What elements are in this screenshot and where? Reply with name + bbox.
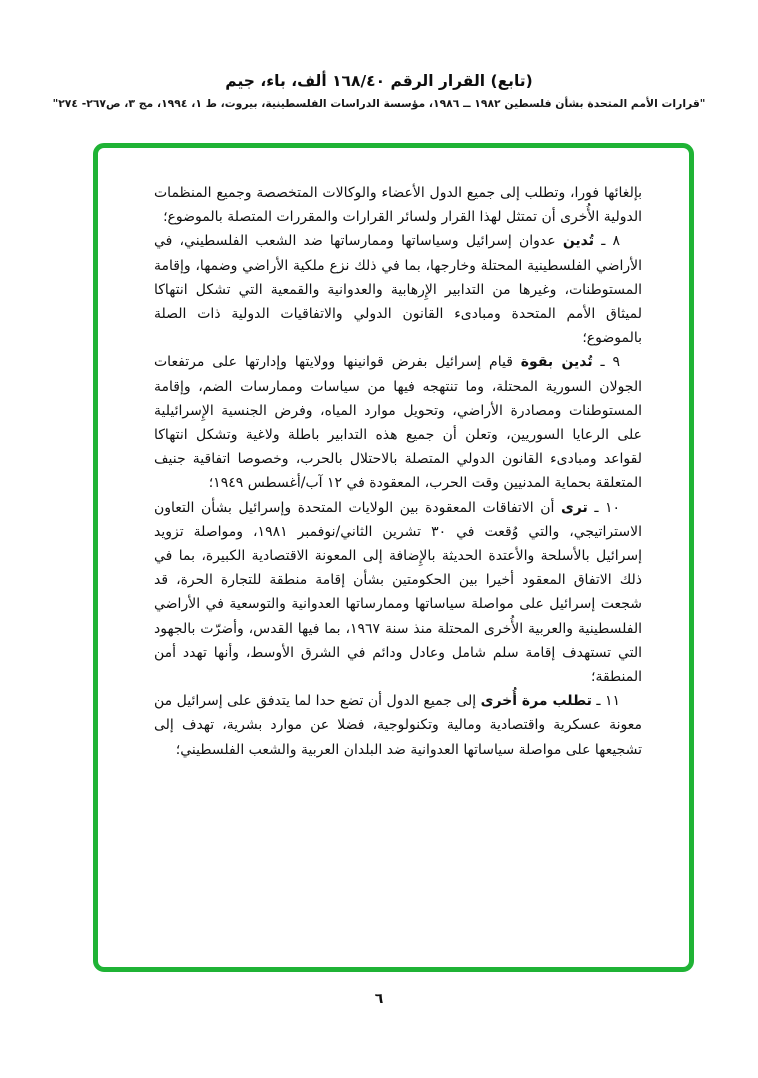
paragraph-10 <box>154 496 642 690</box>
page-number: ٦ <box>374 991 384 1007</box>
paragraph-9 <box>154 350 642 495</box>
source-citation: "قرارات الأمم المتحدة بشأن فلسطين ١٩٨٢ ــ ١٩٨٦، مؤسسة الدراسات الفلسطينية، بيروت، ط ١، ١٩٩٤، مج ٣، ص٢٦٧- ٢٧٤" <box>52 97 706 110</box>
paragraph-11 <box>154 689 642 762</box>
paragraph-body: عدوان إسرائيل وسياساتها وممارساتها ضد الشعب الفلسطيني، في الأراضي الفلسطينية المحتلة وخارجها، بما في ذلك نزع ملكية الأراضي وضمها، وإقامة المستوطنات، وغيرها من التدابير الإِرهابية والعدوانية والقمعية التي تشكل انتهاكا لميثاق الأمم المتحدة ومبادىء القانون الدولي والاتفاقيات الدولية ذات الصلة بالموضوع؛ <box>154 233 642 347</box>
paragraph-lead: تُدين بقوة <box>520 354 593 371</box>
paragraph-number: ١٠ ـ <box>594 499 621 516</box>
paragraph-lead: تطلب مرة أُخرى <box>480 693 592 710</box>
paragraph-body: أن الاتفاقات المعقودة بين الولايات المتحدة وإسرائيل بشأن التعاون الاستراتيجي، والتي وُقعت في ٣٠ تشرين الثاني/نوفمبر ١٩٨١، ومواصلة تزويد إسرائيل بالأسلحة والأعتدة الحديثة بالإِضافة إلى المعونة الاقتصادية الكبيرة، بما في ذلك الاتفاق المعقود أخيرا بين الحكومتين بشأن إقامة منطقة للتجارة الحرة، قد شجعت إسرائيل على مواصلة سياساتها وممارساتها العدوانية والتوسعية في الأراضي الفلسطينية والعربية الأُخرى المحتلة منذ سنة ١٩٦٧، بما فيها القدس، وأضرّت بالجهود التي تستهدف إقامة سلم شامل وعادل ودائم في الشرق الأوسط، وأنها تهدد أمن المنطقة؛ <box>154 499 642 686</box>
paragraph-body: بإلغائها فورا، وتطلب إلى جميع الدول الأعضاء والوكالات المتخصصة وجميع المنظمات الدولية الأُخرى أن تمتثل لهذا القرار ولسائر القرارات والمقررات المتصلة بالموضوع؛ <box>154 185 642 226</box>
document-header <box>30 72 728 110</box>
paragraph-lead: تُدين <box>562 233 595 250</box>
resolution-title: (تابع) القرار الرقم ١٦٨/٤٠ ألف، باء، جيم <box>225 72 533 90</box>
paragraph-number: ٩ ـ <box>600 354 621 371</box>
paragraph-body: إلى جميع الدول أن تضع حدا لما يتدفق على إسرائيل من معونة عسكرية واقتصادية ومالية وتكنولوجية، فضلا عن موارد بشرية، تهدف إلى تشجيعها على مواصلة سياساتها العدوانية ضد البلدان العربية والشعب الفلسطيني؛ <box>154 693 642 758</box>
paragraph-continuation <box>154 181 642 229</box>
paragraph-number: ٨ ـ <box>601 233 621 250</box>
annotation-frame <box>93 143 694 972</box>
paragraph-8 <box>154 229 642 350</box>
paragraph-body: قيام إسرائيل بفرض قوانينها وولايتها وإدارتها على مرتفعات الجولان السورية المحتلة، وما تنتهجه فيها من سياسات وممارسات الضم، وإقامة المستوطنات ومصادرة الأراضي، وتحويل موارد المياه، وفرض الجنسية الإِسرائيلية على الرعايا السوريين، وتعلن أن جميع هذه التدابير باطلة ولاغية وتشكل انتهاكا لقواعد ومبادىء القانون الدولي المتصلة بالاحتلال بالحرب، وخصوصا اتفاقية جنيف المتعلقة بحماية المدنيين وقت الحرب، المعقودة في ١٢ آب/أغسطس ١٩٤٩؛ <box>154 354 642 492</box>
paragraph-lead: ترى <box>560 499 588 516</box>
paragraph-number: ١١ ـ <box>596 693 620 710</box>
resolution-text <box>154 181 642 949</box>
